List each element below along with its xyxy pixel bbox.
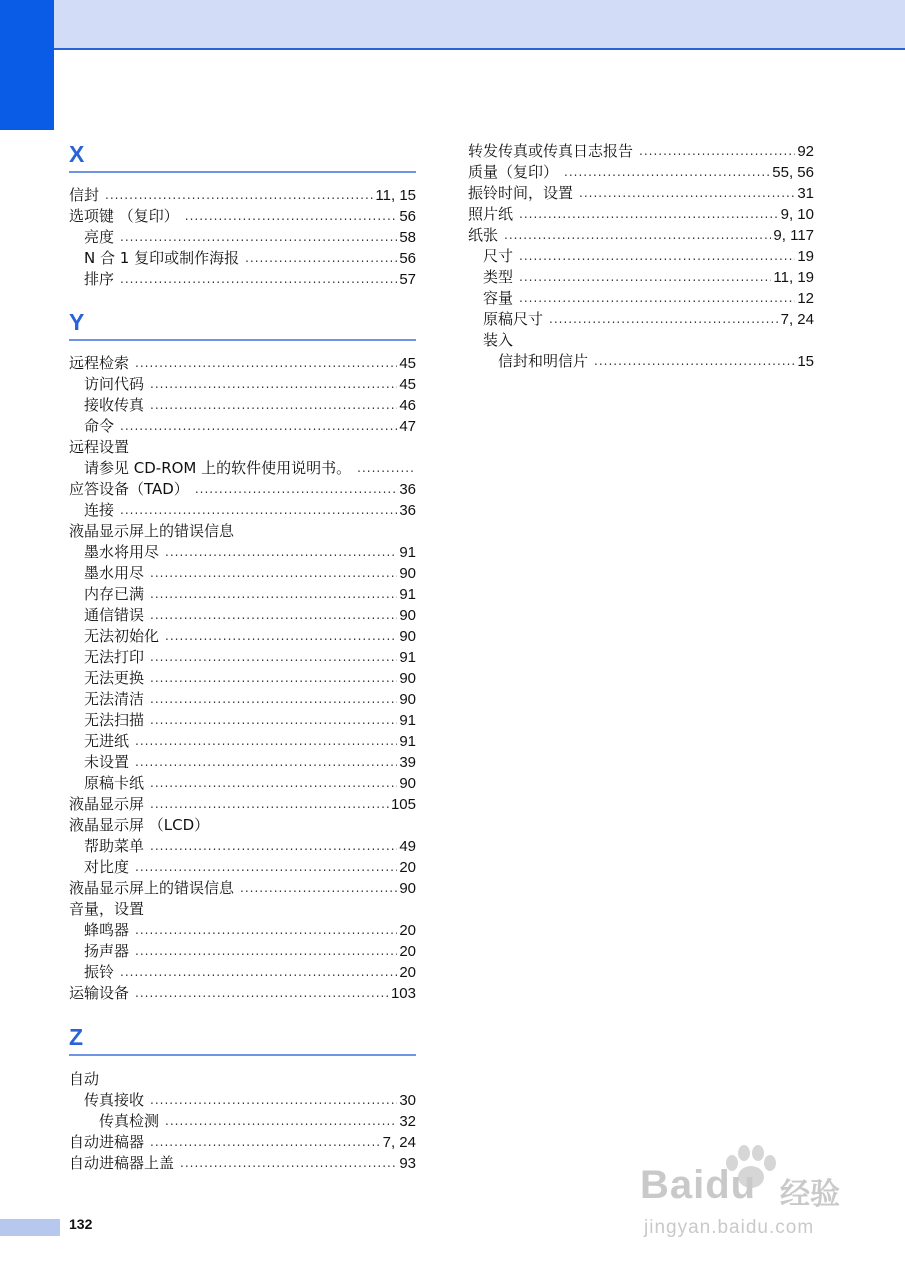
page-reference: 58 [399, 229, 416, 246]
index-term: 排序 [84, 270, 115, 288]
index-term: 对比度 [84, 858, 130, 876]
index-term: 运输设备 [69, 984, 130, 1002]
index-term: 液晶显示屏上的错误信息 [69, 522, 235, 540]
section-letter: Y [69, 309, 85, 335]
page-reference: 57 [399, 271, 416, 288]
index-term: 连接 [84, 501, 115, 519]
dot-leader [150, 668, 397, 689]
index-entry [69, 185, 416, 206]
index-entry [69, 458, 416, 479]
dot-leader [519, 204, 779, 225]
dot-leader [150, 374, 397, 395]
index-entry [69, 584, 416, 605]
page-reference: 39 [399, 754, 416, 771]
watermark-logo: Baidu [640, 1163, 757, 1207]
index-term: 信封 [69, 186, 100, 204]
index-term: 无法打印 [84, 648, 145, 666]
dot-leader [594, 351, 795, 372]
index-term: 接收传真 [84, 396, 145, 414]
dot-leader [120, 500, 397, 521]
page-reference: 32 [399, 1113, 416, 1130]
page-reference: 9, 117 [773, 227, 814, 244]
header-band [0, 0, 905, 50]
index-entry [69, 1111, 416, 1132]
index-term: 自动进稿器 [69, 1133, 145, 1151]
dot-leader [135, 353, 397, 374]
page-reference: 90 [399, 607, 416, 624]
index-entry [69, 542, 416, 563]
index-entry [69, 416, 416, 437]
index-term: 传真接收 [84, 1091, 145, 1109]
dot-leader [120, 227, 397, 248]
section-rule [69, 171, 416, 173]
page-reference: 91 [399, 586, 416, 603]
page-reference: 90 [399, 775, 416, 792]
index-entry [468, 351, 814, 372]
index-term: 尺寸 [483, 247, 514, 265]
page-reference: 30 [399, 1092, 416, 1109]
index-term: N 合 1 复印或制作海报 [84, 249, 240, 267]
page-reference: 15 [797, 353, 814, 370]
page-reference: 45 [399, 376, 416, 393]
index-term: 纸张 [468, 226, 499, 244]
footer-bar [0, 1219, 60, 1236]
dot-leader [195, 479, 398, 500]
index-entry [69, 878, 416, 899]
page-reference: 91 [399, 544, 416, 561]
page-reference: 49 [399, 838, 416, 855]
index-entry [69, 752, 416, 773]
dot-leader [357, 458, 414, 479]
dot-leader [245, 248, 397, 269]
index-entry [468, 183, 814, 204]
index-entry [69, 374, 416, 395]
section-letter: X [69, 141, 85, 167]
index-entry [468, 141, 814, 162]
dot-leader [150, 836, 397, 857]
index-entry [468, 330, 814, 351]
page-reference: 47 [399, 418, 416, 435]
dot-leader [135, 731, 397, 752]
dot-leader [519, 288, 795, 309]
index-term: 液晶显示屏 [69, 795, 145, 813]
index-entry [69, 899, 416, 920]
page-reference: 90 [399, 628, 416, 645]
index-term: 振铃时间，设置 [468, 184, 574, 202]
index-term: 墨水将用尽 [84, 543, 160, 561]
index-entry [69, 815, 416, 836]
index-entry [69, 248, 416, 269]
index-term: 振铃 [84, 963, 115, 981]
dot-leader [185, 206, 398, 227]
page-reference: 91 [399, 733, 416, 750]
page-reference: 20 [399, 922, 416, 939]
index-term: 液晶显示屏 （LCD） [69, 816, 210, 834]
dot-leader [564, 162, 770, 183]
index-term: 原稿尺寸 [483, 310, 544, 328]
index-term: 通信错误 [84, 606, 145, 624]
dot-leader [519, 246, 795, 267]
section-entries-x [69, 185, 416, 290]
dot-leader [165, 626, 397, 647]
dot-leader [165, 1111, 397, 1132]
page-reference: 36 [399, 481, 416, 498]
dot-leader [150, 605, 397, 626]
index-term: 访问代码 [84, 375, 145, 393]
index-entry [69, 1069, 416, 1090]
dot-leader [150, 584, 397, 605]
dot-leader [135, 920, 397, 941]
index-term: 原稿卡纸 [84, 774, 145, 792]
index-entry [69, 920, 416, 941]
page-reference: 90 [399, 565, 416, 582]
dot-leader [120, 269, 397, 290]
page-reference: 55, 56 [772, 164, 814, 181]
index-term: 质量（复印） [468, 163, 559, 181]
section-entries-z [69, 1069, 416, 1174]
index-term: 无进纸 [84, 732, 130, 750]
dot-leader [135, 857, 397, 878]
index-entry [69, 353, 416, 374]
page-reference: 56 [399, 208, 416, 225]
dot-leader [105, 185, 373, 206]
index-entry [69, 773, 416, 794]
dot-leader [135, 752, 397, 773]
index-entry [69, 962, 416, 983]
dot-leader [150, 794, 389, 815]
page-reference: 20 [399, 943, 416, 960]
dot-leader [165, 542, 397, 563]
page-reference: 90 [399, 880, 416, 897]
index-term: 无法初始化 [84, 627, 160, 645]
index-term: 传真检测 [99, 1112, 160, 1130]
index-entry [69, 983, 416, 1004]
page-reference: 92 [797, 143, 814, 160]
index-term: 帮助菜单 [84, 837, 145, 855]
index-term: 自动进稿器上盖 [69, 1154, 175, 1172]
index-entry [69, 395, 416, 416]
dot-leader [519, 267, 771, 288]
index-term: 选项键 （复印） [69, 207, 179, 225]
page-reference: 45 [399, 355, 416, 372]
index-term: 信封和明信片 [498, 352, 589, 370]
index-term: 无法清洁 [84, 690, 145, 708]
page-reference: 20 [399, 964, 416, 981]
index-term: 液晶显示屏上的错误信息 [69, 879, 235, 897]
baidu-watermark [640, 1145, 870, 1245]
dot-leader [150, 1090, 397, 1111]
index-term: 墨水用尽 [84, 564, 145, 582]
index-entry [69, 668, 416, 689]
section-rule [69, 1054, 416, 1056]
index-term: 容量 [483, 289, 514, 307]
dot-leader [150, 710, 397, 731]
index-term: 无法更换 [84, 669, 145, 687]
index-entry [468, 162, 814, 183]
index-entry [69, 731, 416, 752]
page-reference: 91 [399, 649, 416, 666]
page-reference: 46 [399, 397, 416, 414]
page-reference: 11, 19 [773, 269, 814, 286]
watermark-logo-cn: 经验 [780, 1177, 840, 1212]
index-entry [69, 941, 416, 962]
index-term: 转发传真或传真日志报告 [468, 142, 634, 160]
index-entry [468, 204, 814, 225]
page-reference: 12 [797, 290, 814, 307]
index-entry [69, 437, 416, 458]
section-header-z [69, 1024, 416, 1056]
index-entry [69, 794, 416, 815]
section-header-x [69, 141, 416, 173]
page-reference: 90 [399, 691, 416, 708]
dot-leader [240, 878, 397, 899]
index-entry [69, 710, 416, 731]
dot-leader [504, 225, 771, 246]
page-reference: 90 [399, 670, 416, 687]
dot-leader [135, 983, 389, 1004]
index-term: 扬声器 [84, 942, 130, 960]
index-term: 音量，设置 [69, 900, 145, 918]
index-entry [69, 227, 416, 248]
page-reference: 105 [390, 796, 416, 813]
section-entries-y [69, 353, 416, 1004]
index-entry [69, 1090, 416, 1111]
page-reference: 91 [399, 712, 416, 729]
dot-leader [150, 1132, 381, 1153]
page-reference: 56 [399, 250, 416, 267]
dot-leader [150, 647, 397, 668]
index-term: 远程设置 [69, 438, 130, 456]
index-entry [69, 563, 416, 584]
index-term: 照片纸 [468, 205, 514, 223]
dot-leader [579, 183, 795, 204]
index-entry [468, 246, 814, 267]
section-header-y [69, 309, 416, 341]
index-entry [468, 288, 814, 309]
index-entry [69, 500, 416, 521]
index-entry [69, 206, 416, 227]
index-entry [69, 626, 416, 647]
section-rule [69, 339, 416, 341]
index-term: 远程检索 [69, 354, 130, 372]
index-entry [69, 689, 416, 710]
index-entry [69, 1153, 416, 1174]
index-term: 装入 [483, 331, 514, 349]
index-entry [468, 309, 814, 330]
index-term: 内存已满 [84, 585, 145, 603]
watermark-url: jingyan.baidu.com [644, 1217, 815, 1238]
page-reference: 19 [797, 248, 814, 265]
dot-leader [549, 309, 779, 330]
index-term: 亮度 [84, 228, 115, 246]
page-reference: 103 [390, 985, 416, 1002]
dot-leader [150, 395, 397, 416]
page-reference: 9, 10 [780, 206, 814, 223]
page-reference: 7, 24 [780, 311, 814, 328]
index-term: 蜂鸣器 [84, 921, 130, 939]
index-entry [69, 857, 416, 878]
page-reference: 20 [399, 859, 416, 876]
page-reference: 7, 24 [382, 1134, 416, 1151]
dot-leader [639, 141, 795, 162]
index-term: 应答设备（TAD） [69, 480, 189, 498]
dot-leader [150, 773, 397, 794]
page-reference: 36 [399, 502, 416, 519]
dot-leader [120, 416, 397, 437]
index-term: 无法扫描 [84, 711, 145, 729]
dot-leader [150, 563, 397, 584]
chapter-tab [0, 0, 54, 130]
dot-leader [150, 689, 397, 710]
section-letter: Z [69, 1024, 84, 1050]
dot-leader [135, 941, 397, 962]
index-term: 命令 [84, 417, 115, 435]
index-entry [69, 269, 416, 290]
page-number: 132 [69, 1216, 93, 1232]
dot-leader [180, 1153, 397, 1174]
index-term: 类型 [483, 268, 514, 286]
index-entry [69, 1132, 416, 1153]
index-entry [69, 836, 416, 857]
index-term: 请参见 CD-ROM 上的软件使用说明书。 [84, 459, 352, 477]
index-entry [468, 225, 814, 246]
index-term: 未设置 [84, 753, 130, 771]
index-entry [69, 521, 416, 542]
index-entry [69, 479, 416, 500]
page-reference: 11, 15 [375, 187, 416, 204]
page-reference: 93 [399, 1155, 416, 1172]
index-entry [468, 267, 814, 288]
page-reference: 31 [797, 185, 814, 202]
dot-leader [120, 962, 397, 983]
index-entry [69, 605, 416, 626]
index-entry [69, 647, 416, 668]
index-term: 自动 [69, 1070, 100, 1088]
right-entries [468, 141, 814, 372]
